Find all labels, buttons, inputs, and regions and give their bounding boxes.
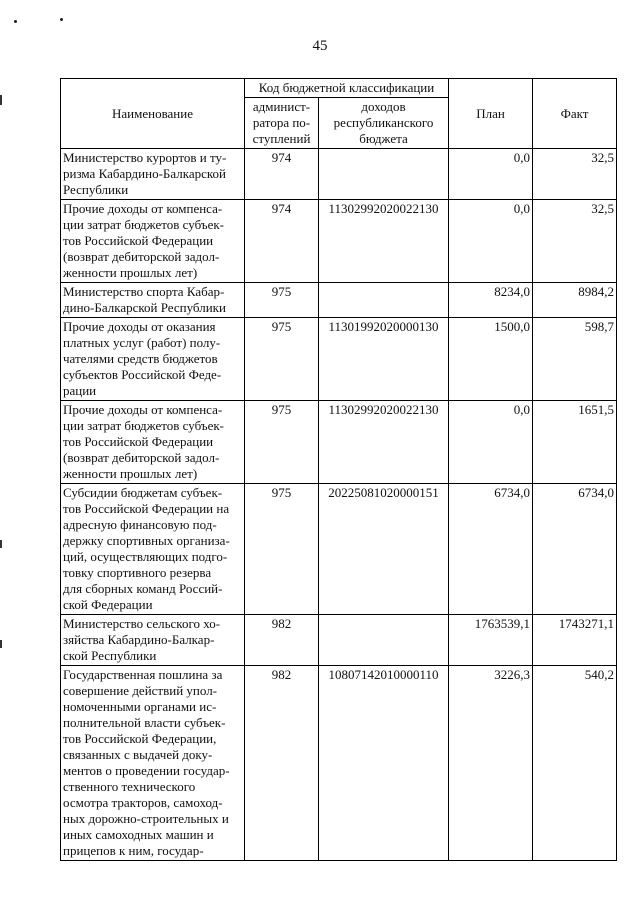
row-name-line: Министерство курортов и ту- [63, 150, 227, 165]
row-name-line: Прочие доходы от компенса- [63, 402, 223, 417]
row-name-line: ской Республики [63, 648, 157, 663]
row-admin-code: 975 [245, 401, 319, 484]
scan-edge-mark [0, 640, 2, 648]
row-name-cell [61, 283, 245, 318]
row-income-code: 11301992020000130 [319, 318, 449, 401]
row-name-line: осмотра тракторов, самоход- [63, 795, 223, 810]
table-row [61, 401, 617, 484]
row-income-code [319, 283, 449, 318]
row-name-line: (возврат дебиторской задол- [63, 249, 220, 264]
row-fact-value: 598,7 [533, 318, 617, 401]
row-name-line: тов Российской Федерации [63, 233, 214, 248]
header-plan: План [449, 79, 533, 149]
row-admin-code: 974 [245, 149, 319, 200]
table-row [61, 149, 617, 200]
row-fact-value: 540,2 [533, 666, 617, 861]
budget-revenue-table [60, 78, 617, 861]
row-name-line: для сборных команд Россий- [63, 581, 223, 596]
scan-edge-mark [0, 540, 2, 548]
row-admin-code: 975 [245, 283, 319, 318]
row-name-line: Субсидии бюджетам субъек- [63, 485, 223, 500]
row-name-cell [61, 149, 245, 200]
header-income-line: республиканского [333, 115, 434, 130]
scan-speck [60, 18, 63, 21]
row-name-line: ственного технического [63, 779, 196, 794]
row-name-line: ской Федерации [63, 597, 153, 612]
row-name-line: Министерство спорта Кабар- [63, 284, 225, 299]
row-name-line: связанных с выдачей доку- [63, 747, 213, 762]
row-income-code: 11302992020022130 [319, 401, 449, 484]
scan-speck [14, 20, 17, 23]
row-name-line: субъектов Российской Феде- [63, 367, 222, 382]
row-plan-value: 1500,0 [449, 318, 533, 401]
row-name-line: тов Российской Федерации на [63, 501, 230, 516]
header-admin-line: ступлений [252, 131, 311, 146]
row-name-line: женности прошлых лет) [63, 265, 198, 280]
row-name-cell [61, 401, 245, 484]
table-row [61, 615, 617, 666]
header-name: Наименование [61, 79, 245, 149]
row-plan-value: 8234,0 [449, 283, 533, 318]
row-fact-value: 32,5 [533, 200, 617, 283]
row-name-line: номоченными органами ис- [63, 699, 217, 714]
row-admin-code: 982 [245, 666, 319, 861]
row-name-line: ных дорожно-строительных и [63, 811, 229, 826]
row-name-line: тов Российской Федерации [63, 434, 214, 449]
row-name-line: чателями средств бюджетов [63, 351, 218, 366]
row-plan-value: 0,0 [449, 200, 533, 283]
table-row [61, 318, 617, 401]
row-name-line: (возврат дебиторской задол- [63, 450, 220, 465]
row-plan-value: 0,0 [449, 149, 533, 200]
row-name-line: зяйства Кабардино-Балкар- [63, 632, 215, 647]
row-name-line: тов Российской Федерации, [63, 731, 217, 746]
row-name-line: Прочие доходы от компенса- [63, 201, 223, 216]
row-name-cell [61, 484, 245, 615]
row-fact-value: 1743271,1 [533, 615, 617, 666]
row-fact-value: 6734,0 [533, 484, 617, 615]
row-name-line: Прочие доходы от оказания [63, 319, 216, 334]
row-name-line: держку спортивных организа- [63, 533, 230, 548]
header-admin [245, 98, 319, 149]
header-income-line: доходов [361, 99, 406, 114]
row-name-line: прицепов к ним, государ- [63, 843, 204, 858]
table-row [61, 283, 617, 318]
table-header [61, 79, 617, 149]
table-row [61, 666, 617, 861]
row-name-line: ментов о проведении государ- [63, 763, 230, 778]
row-fact-value: 8984,2 [533, 283, 617, 318]
row-admin-code: 974 [245, 200, 319, 283]
row-name-line: рации [63, 383, 97, 398]
row-admin-code: 975 [245, 484, 319, 615]
header-admin-line: админист- [252, 99, 311, 114]
row-plan-value: 1763539,1 [449, 615, 533, 666]
row-name-line: товку спортивного резерва [63, 565, 212, 580]
row-name-cell [61, 615, 245, 666]
row-income-code [319, 615, 449, 666]
header-fact: Факт [533, 79, 617, 149]
row-admin-code: 975 [245, 318, 319, 401]
row-plan-value: 0,0 [449, 401, 533, 484]
table-row [61, 200, 617, 283]
row-income-code [319, 149, 449, 200]
row-name-line: Республики [63, 182, 129, 197]
row-name-line: Министерство сельского хо- [63, 616, 221, 631]
row-plan-value: 3226,3 [449, 666, 533, 861]
row-name-line: платных услуг (работ) полу- [63, 335, 221, 350]
row-name-line: ции затрат бюджетов субъек- [63, 217, 225, 232]
row-fact-value: 1651,5 [533, 401, 617, 484]
row-admin-code: 982 [245, 615, 319, 666]
row-income-code: 11302992020022130 [319, 200, 449, 283]
header-income-line: бюджета [359, 131, 408, 146]
row-name-cell [61, 666, 245, 861]
row-name-line: адресную финансовую под- [63, 517, 217, 532]
row-fact-value: 32,5 [533, 149, 617, 200]
row-name-line: ции затрат бюджетов субъек- [63, 418, 225, 433]
row-name-cell [61, 200, 245, 283]
table-row [61, 484, 617, 615]
header-admin-line: ратора по- [252, 115, 311, 130]
row-name-line: Государственная пошлина за [63, 667, 223, 682]
row-name-line: иных самоходных машин и [63, 827, 214, 842]
row-income-code: 10807142010000110 [319, 666, 449, 861]
row-name-line: ризма Кабардино-Балкарской [63, 166, 227, 181]
row-name-line: женности прошлых лет) [63, 466, 198, 481]
header-income [319, 98, 449, 149]
scan-edge-mark [0, 95, 2, 105]
row-plan-value: 6734,0 [449, 484, 533, 615]
row-name-line: ций, осуществляющих подго- [63, 549, 228, 564]
header-code-group: Код бюджетной классификации [245, 79, 449, 98]
table-body [61, 149, 617, 861]
row-name-line: полнительной власти субъек- [63, 715, 226, 730]
row-name-cell [61, 318, 245, 401]
row-income-code: 20225081020000151 [319, 484, 449, 615]
row-name-line: дино-Балкарской Республики [63, 300, 226, 315]
page-number: 45 [312, 38, 328, 54]
row-name-line: совершение действий упол- [63, 683, 218, 698]
